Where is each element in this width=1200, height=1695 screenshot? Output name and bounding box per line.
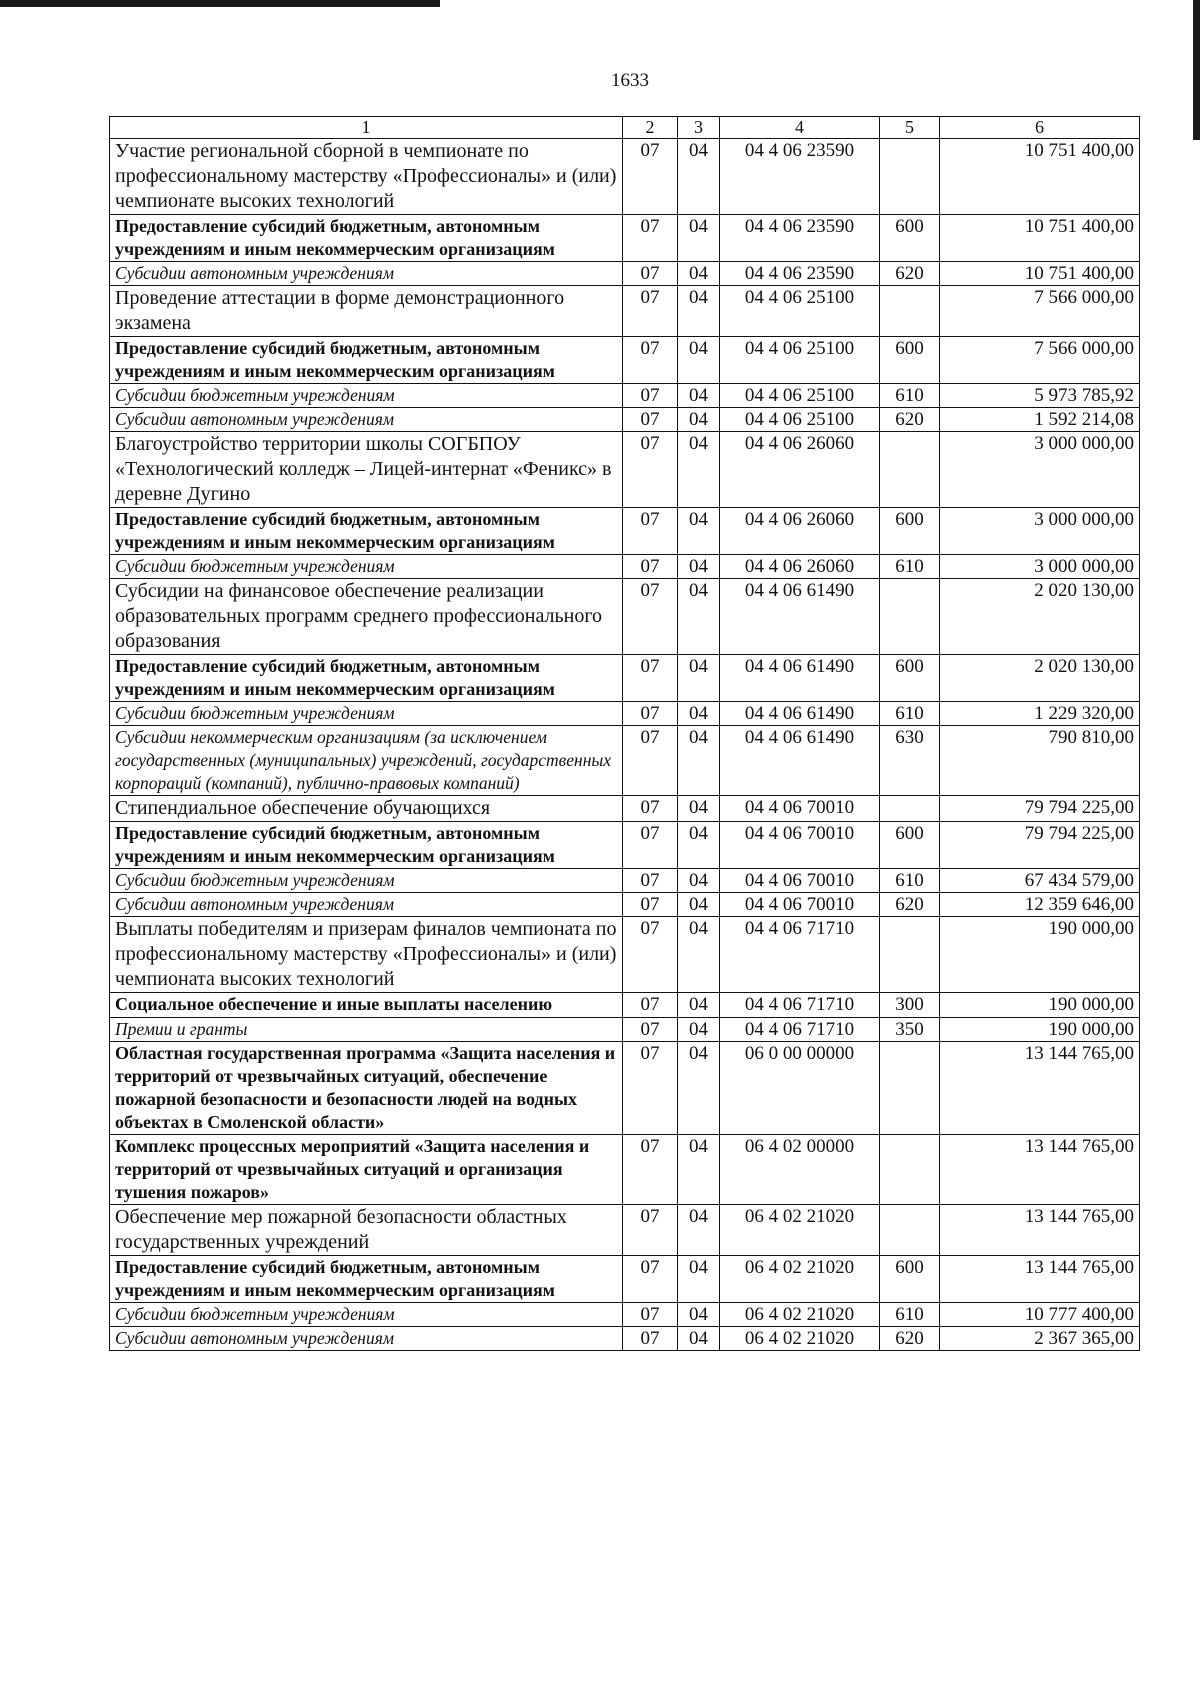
- row-target-article-cell: 04 4 06 70010: [720, 869, 880, 893]
- table-row: [110, 508, 1140, 555]
- row-expense-type-cell: 610: [880, 702, 940, 726]
- row-expense-type-cell: 600: [880, 215, 940, 262]
- table-row: [110, 1327, 1140, 1351]
- row-name-cell: Субсидии бюджетным учреждениям: [110, 555, 623, 579]
- row-amount-cell: 13 144 765,00: [940, 1042, 1140, 1135]
- row-target-article-cell: 04 4 06 71710: [720, 993, 880, 1018]
- row-section-cell: 07: [623, 655, 678, 702]
- row-amount-cell: 3 000 000,00: [940, 432, 1140, 508]
- row-target-article-cell: 06 4 02 00000: [720, 1135, 880, 1205]
- row-section-cell: 07: [623, 508, 678, 555]
- table-row: [110, 286, 1140, 337]
- page-number: 1633: [611, 70, 649, 91]
- row-subsection-cell: 04: [678, 1135, 720, 1205]
- row-subsection-cell: 04: [678, 215, 720, 262]
- table-row: [110, 555, 1140, 579]
- row-amount-cell: 12 359 646,00: [940, 893, 1140, 917]
- table-row: [110, 262, 1140, 286]
- row-subsection-cell: 04: [678, 508, 720, 555]
- row-expense-type-cell: 300: [880, 993, 940, 1018]
- row-subsection-cell: 04: [678, 796, 720, 822]
- row-subsection-cell: 04: [678, 893, 720, 917]
- row-amount-cell: 3 000 000,00: [940, 508, 1140, 555]
- table-row: [110, 1018, 1140, 1042]
- row-amount-cell: 79 794 225,00: [940, 796, 1140, 822]
- row-section-cell: 07: [623, 579, 678, 655]
- row-amount-cell: 10 751 400,00: [940, 215, 1140, 262]
- row-section-cell: 07: [623, 869, 678, 893]
- row-name-cell: Благоустройство территории школы СОГБПОУ «Технологический колледж – Лицей-интернат «Феникс» в деревне Дугино: [110, 432, 623, 508]
- row-name-cell: Премии и гранты: [110, 1018, 623, 1042]
- budget-table-body: [110, 117, 1140, 1351]
- row-section-cell: 07: [623, 917, 678, 993]
- row-name-cell: Субсидии бюджетным учреждениям: [110, 702, 623, 726]
- row-amount-cell: 3 000 000,00: [940, 555, 1140, 579]
- row-target-article-cell: 04 4 06 25100: [720, 384, 880, 408]
- row-target-article-cell: 04 4 06 23590: [720, 139, 880, 215]
- row-expense-type-cell: [880, 796, 940, 822]
- row-subsection-cell: 04: [678, 286, 720, 337]
- table-row: [110, 1042, 1140, 1135]
- row-section-cell: 07: [623, 1135, 678, 1205]
- table-row: [110, 655, 1140, 702]
- row-amount-cell: 190 000,00: [940, 917, 1140, 993]
- row-subsection-cell: 04: [678, 1256, 720, 1303]
- row-amount-cell: 13 144 765,00: [940, 1135, 1140, 1205]
- row-expense-type-cell: 600: [880, 337, 940, 384]
- row-name-cell: Субсидии бюджетным учреждениям: [110, 384, 623, 408]
- row-name-cell: Предоставление субсидий бюджетным, автономным учреждениям и иным некоммерческим организациям: [110, 822, 623, 869]
- row-target-article-cell: 06 4 02 21020: [720, 1256, 880, 1303]
- row-expense-type-cell: 620: [880, 408, 940, 432]
- row-subsection-cell: 04: [678, 408, 720, 432]
- row-target-article-cell: 04 4 06 61490: [720, 579, 880, 655]
- row-target-article-cell: 04 4 06 26060: [720, 432, 880, 508]
- row-expense-type-cell: [880, 917, 940, 993]
- row-amount-cell: 13 144 765,00: [940, 1256, 1140, 1303]
- row-subsection-cell: 04: [678, 869, 720, 893]
- row-section-cell: 07: [623, 1018, 678, 1042]
- header-cell-1: 1: [110, 117, 623, 139]
- row-target-article-cell: 04 4 06 25100: [720, 337, 880, 384]
- row-section-cell: 07: [623, 893, 678, 917]
- row-subsection-cell: 04: [678, 702, 720, 726]
- row-name-cell: Социальное обеспечение и иные выплаты населению: [110, 993, 623, 1018]
- row-name-cell: Предоставление субсидий бюджетным, автономным учреждениям и иным некоммерческим организациям: [110, 655, 623, 702]
- row-amount-cell: 790 810,00: [940, 726, 1140, 796]
- row-expense-type-cell: 600: [880, 508, 940, 555]
- row-target-article-cell: 04 4 06 26060: [720, 555, 880, 579]
- row-amount-cell: 190 000,00: [940, 1018, 1140, 1042]
- row-section-cell: 07: [623, 215, 678, 262]
- table-row: [110, 384, 1140, 408]
- row-expense-type-cell: 620: [880, 893, 940, 917]
- row-target-article-cell: 04 4 06 61490: [720, 655, 880, 702]
- header-cell-6: 6: [940, 117, 1140, 139]
- row-name-cell: Проведение аттестации в форме демонстрационного экзамена: [110, 286, 623, 337]
- table-row: [110, 215, 1140, 262]
- row-expense-type-cell: 600: [880, 1256, 940, 1303]
- row-expense-type-cell: 350: [880, 1018, 940, 1042]
- table-row: [110, 579, 1140, 655]
- header-cell-5: 5: [880, 117, 940, 139]
- row-subsection-cell: 04: [678, 1205, 720, 1256]
- row-subsection-cell: 04: [678, 262, 720, 286]
- row-expense-type-cell: [880, 1205, 940, 1256]
- row-section-cell: 07: [623, 555, 678, 579]
- row-section-cell: 07: [623, 408, 678, 432]
- row-expense-type-cell: 600: [880, 822, 940, 869]
- row-target-article-cell: 04 4 06 70010: [720, 822, 880, 869]
- row-name-cell: Субсидии автономным учреждениям: [110, 408, 623, 432]
- row-section-cell: 07: [623, 1256, 678, 1303]
- row-subsection-cell: 04: [678, 655, 720, 702]
- row-section-cell: 07: [623, 1327, 678, 1351]
- row-name-cell: Предоставление субсидий бюджетным, автономным учреждениям и иным некоммерческим организациям: [110, 337, 623, 384]
- row-expense-type-cell: 610: [880, 555, 940, 579]
- row-target-article-cell: 06 4 02 21020: [720, 1327, 880, 1351]
- header-cell-4: 4: [720, 117, 880, 139]
- row-expense-type-cell: [880, 286, 940, 337]
- row-amount-cell: 10 751 400,00: [940, 262, 1140, 286]
- row-subsection-cell: 04: [678, 579, 720, 655]
- row-amount-cell: 5 973 785,92: [940, 384, 1140, 408]
- row-target-article-cell: 04 4 06 25100: [720, 408, 880, 432]
- table-row: [110, 893, 1140, 917]
- row-section-cell: 07: [623, 726, 678, 796]
- row-name-cell: Предоставление субсидий бюджетным, автономным учреждениям и иным некоммерческим организациям: [110, 508, 623, 555]
- row-name-cell: Стипендиальное обеспечение обучающихся: [110, 796, 623, 822]
- row-subsection-cell: 04: [678, 726, 720, 796]
- row-amount-cell: 10 777 400,00: [940, 1303, 1140, 1327]
- table-row: [110, 702, 1140, 726]
- header-cell-2: 2: [623, 117, 678, 139]
- table-row: [110, 726, 1140, 796]
- row-amount-cell: 2 367 365,00: [940, 1327, 1140, 1351]
- row-name-cell: Областная государственная программа «Защита населения и территорий от чрезвычайных ситуаций, обеспечение пожарной безопасности и безопасности людей на водных объектах в Смоленской области»: [110, 1042, 623, 1135]
- row-section-cell: 07: [623, 384, 678, 408]
- row-expense-type-cell: 610: [880, 384, 940, 408]
- row-target-article-cell: 04 4 06 26060: [720, 508, 880, 555]
- row-section-cell: 07: [623, 993, 678, 1018]
- row-name-cell: Субсидии бюджетным учреждениям: [110, 1303, 623, 1327]
- row-subsection-cell: 04: [678, 822, 720, 869]
- row-name-cell: Субсидии автономным учреждениям: [110, 1327, 623, 1351]
- row-expense-type-cell: [880, 432, 940, 508]
- row-expense-type-cell: 610: [880, 869, 940, 893]
- table-row: [110, 1303, 1140, 1327]
- row-amount-cell: 79 794 225,00: [940, 822, 1140, 869]
- row-amount-cell: 1 229 320,00: [940, 702, 1140, 726]
- table-row: [110, 408, 1140, 432]
- row-subsection-cell: 04: [678, 337, 720, 384]
- table-row: [110, 917, 1140, 993]
- row-amount-cell: 190 000,00: [940, 993, 1140, 1018]
- header-cell-3: 3: [678, 117, 720, 139]
- row-amount-cell: 13 144 765,00: [940, 1205, 1140, 1256]
- row-expense-type-cell: [880, 1135, 940, 1205]
- row-target-article-cell: 04 4 06 25100: [720, 286, 880, 337]
- row-subsection-cell: 04: [678, 1018, 720, 1042]
- row-target-article-cell: 04 4 06 71710: [720, 917, 880, 993]
- row-target-article-cell: 04 4 06 70010: [720, 796, 880, 822]
- row-expense-type-cell: 620: [880, 1327, 940, 1351]
- row-name-cell: Выплаты победителям и призерам финалов чемпионата по профессиональному мастерству «Профессионалы» и (или) чемпионата высоких технологий: [110, 917, 623, 993]
- row-section-cell: 07: [623, 822, 678, 869]
- row-section-cell: 07: [623, 1205, 678, 1256]
- row-target-article-cell: 04 4 06 23590: [720, 262, 880, 286]
- row-subsection-cell: 04: [678, 993, 720, 1018]
- row-section-cell: 07: [623, 262, 678, 286]
- row-subsection-cell: 04: [678, 139, 720, 215]
- row-amount-cell: 7 566 000,00: [940, 337, 1140, 384]
- row-subsection-cell: 04: [678, 917, 720, 993]
- row-amount-cell: 2 020 130,00: [940, 579, 1140, 655]
- table-row: [110, 1256, 1140, 1303]
- table-header-row: [110, 117, 1140, 139]
- row-target-article-cell: 06 4 02 21020: [720, 1303, 880, 1327]
- row-target-article-cell: 06 4 02 21020: [720, 1205, 880, 1256]
- scan-border-top: [0, 0, 440, 7]
- row-section-cell: 07: [623, 286, 678, 337]
- row-amount-cell: 7 566 000,00: [940, 286, 1140, 337]
- row-expense-type-cell: 600: [880, 655, 940, 702]
- row-amount-cell: 10 751 400,00: [940, 139, 1140, 215]
- table-row: [110, 822, 1140, 869]
- row-section-cell: 07: [623, 432, 678, 508]
- table-row: [110, 139, 1140, 215]
- row-subsection-cell: 04: [678, 1327, 720, 1351]
- row-target-article-cell: 04 4 06 61490: [720, 726, 880, 796]
- row-subsection-cell: 04: [678, 1303, 720, 1327]
- table-row: [110, 1205, 1140, 1256]
- row-section-cell: 07: [623, 1303, 678, 1327]
- row-expense-type-cell: 610: [880, 1303, 940, 1327]
- row-section-cell: 07: [623, 337, 678, 384]
- budget-table: [109, 116, 1140, 1351]
- row-section-cell: 07: [623, 139, 678, 215]
- row-subsection-cell: 04: [678, 384, 720, 408]
- row-expense-type-cell: 620: [880, 262, 940, 286]
- row-expense-type-cell: 630: [880, 726, 940, 796]
- row-name-cell: Субсидии на финансовое обеспечение реализации образовательных программ среднего профессионального образования: [110, 579, 623, 655]
- row-amount-cell: 2 020 130,00: [940, 655, 1140, 702]
- row-name-cell: Предоставление субсидий бюджетным, автономным учреждениям и иным некоммерческим организациям: [110, 1256, 623, 1303]
- row-name-cell: Субсидии автономным учреждениям: [110, 262, 623, 286]
- row-subsection-cell: 04: [678, 555, 720, 579]
- table-row: [110, 432, 1140, 508]
- row-target-article-cell: 04 4 06 71710: [720, 1018, 880, 1042]
- row-target-article-cell: 04 4 06 61490: [720, 702, 880, 726]
- row-section-cell: 07: [623, 1042, 678, 1135]
- row-expense-type-cell: [880, 1042, 940, 1135]
- row-subsection-cell: 04: [678, 432, 720, 508]
- row-target-article-cell: 06 0 00 00000: [720, 1042, 880, 1135]
- row-section-cell: 07: [623, 702, 678, 726]
- row-section-cell: 07: [623, 796, 678, 822]
- row-name-cell: Предоставление субсидий бюджетным, автономным учреждениям и иным некоммерческим организациям: [110, 215, 623, 262]
- row-name-cell: Субсидии автономным учреждениям: [110, 893, 623, 917]
- table-row: [110, 337, 1140, 384]
- row-subsection-cell: 04: [678, 1042, 720, 1135]
- row-target-article-cell: 04 4 06 70010: [720, 893, 880, 917]
- row-name-cell: Участие региональной сборной в чемпионате по профессиональному мастерству «Профессионалы» и (или) чемпионате высоких технологий: [110, 139, 623, 215]
- row-amount-cell: 1 592 214,08: [940, 408, 1140, 432]
- table-row: [110, 993, 1140, 1018]
- table-row: [110, 796, 1140, 822]
- table-row: [110, 869, 1140, 893]
- row-amount-cell: 67 434 579,00: [940, 869, 1140, 893]
- row-name-cell: Субсидии бюджетным учреждениям: [110, 869, 623, 893]
- table-row: [110, 1135, 1140, 1205]
- row-expense-type-cell: [880, 579, 940, 655]
- row-name-cell: Субсидии некоммерческим организациям (за исключением государственных (муниципальных) учреждений, государственных корпораций (компаний), публично-правовых компаний): [110, 726, 623, 796]
- row-name-cell: Комплекс процессных мероприятий «Защита населения и территорий от чрезвычайных ситуаций и организация тушения пожаров»: [110, 1135, 623, 1205]
- row-name-cell: Обеспечение мер пожарной безопасности областных государственных учреждений: [110, 1205, 623, 1256]
- row-target-article-cell: 04 4 06 23590: [720, 215, 880, 262]
- row-expense-type-cell: [880, 139, 940, 215]
